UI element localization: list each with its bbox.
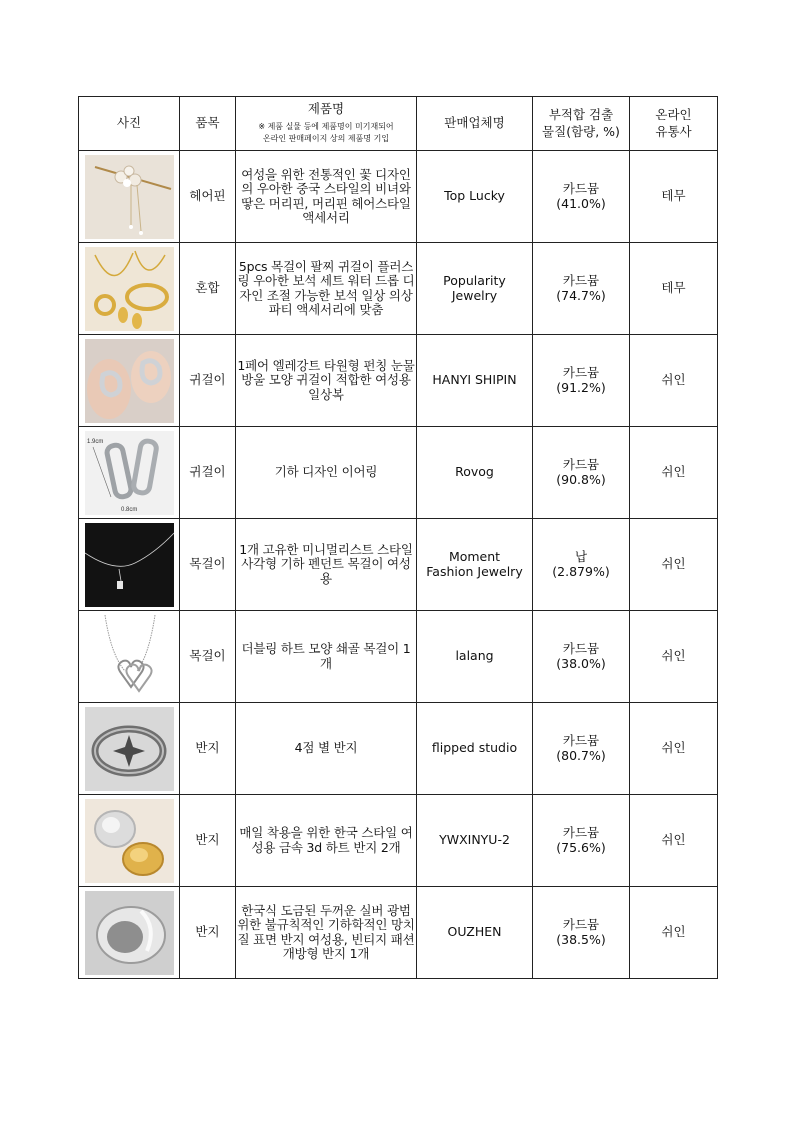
- seller-name-line-2: Fashion Jewelry: [426, 563, 523, 579]
- substance-name: 납: [574, 549, 588, 565]
- substance-amount: (41.0%): [556, 195, 606, 211]
- seller-cell: [417, 795, 533, 887]
- substance-name: 카드뮴: [562, 273, 600, 289]
- table-row: [79, 151, 718, 243]
- table-row: [79, 243, 718, 335]
- platform-cell: 쉬인: [630, 427, 718, 519]
- photo-cell: [79, 335, 180, 427]
- hazard-products-table: [78, 96, 718, 979]
- seller-name: Rovog: [455, 464, 494, 480]
- substance-cell: [533, 519, 630, 611]
- substance-cell: [533, 887, 630, 979]
- photo-cell: [79, 151, 180, 243]
- substance-name: 카드뮴: [562, 825, 600, 841]
- platform-cell: 테무: [630, 151, 718, 243]
- heart-necklace-photo: [85, 615, 174, 699]
- geometric-earring-photo: [85, 431, 174, 515]
- platform-cell: 쉬인: [630, 611, 718, 703]
- header-product-note-line-1: ※ 제품 실물 등에 제품명이 미기재되어: [258, 122, 394, 132]
- substance-name: 카드뮴: [562, 457, 600, 473]
- header-product-note-line-2: 온라인 판매페이지 상의 제품명 기입: [262, 134, 390, 144]
- table-header-row: [79, 97, 718, 151]
- substance-amount: (38.5%): [556, 931, 606, 947]
- table-row: [79, 427, 718, 519]
- product-name-cell: 1페어 엘레강트 타원형 펀칭 눈물방울 모양 귀걸이 적합한 여성용 일상복: [236, 335, 417, 427]
- table-row: [79, 887, 718, 979]
- seller-name: Top Lucky: [444, 188, 505, 204]
- platform-cell: 쉬인: [630, 519, 718, 611]
- substance-cell: [533, 335, 630, 427]
- substance-amount: (2.879%): [552, 563, 610, 579]
- table-row: [79, 611, 718, 703]
- product-name-cell: 더블링 하트 모양 쇄골 목걸이 1개: [236, 611, 417, 703]
- category-cell: 귀걸이: [180, 335, 236, 427]
- seller-name: lalang: [455, 648, 494, 664]
- substance-cell: [533, 243, 630, 335]
- seller-name: OUZHEN: [447, 924, 502, 940]
- seller-cell: [417, 151, 533, 243]
- seller-cell: [417, 427, 533, 519]
- photo-cell: [79, 611, 180, 703]
- header-product-name: [236, 97, 417, 151]
- photo-cell: [79, 703, 180, 795]
- substance-amount: (75.6%): [556, 839, 606, 855]
- category-cell: 반지: [180, 703, 236, 795]
- category-cell: 헤어핀: [180, 151, 236, 243]
- seller-name: YWXINYU-2: [439, 832, 510, 848]
- dimension-label-height: 1.9cm: [86, 438, 103, 445]
- seller-cell: [417, 703, 533, 795]
- substance-cell: [533, 703, 630, 795]
- seller-cell: [417, 611, 533, 703]
- product-name-cell: 기하 디자인 이어링: [236, 427, 417, 519]
- platform-cell: 쉬인: [630, 887, 718, 979]
- product-name-cell: 한국식 도금된 두꺼운 실버 광범위한 불규칙적인 기하학적인 망치질 표면 반지 여성용, 빈티지 패션 개방형 반지 1개: [236, 887, 417, 979]
- substance-name: 카드뮴: [562, 733, 600, 749]
- substance-amount: (38.0%): [556, 655, 606, 671]
- platform-cell: 테무: [630, 243, 718, 335]
- substance-cell: [533, 427, 630, 519]
- header-seller: 판매업체명: [417, 97, 533, 151]
- product-name-cell: 1개 고유한 미니멀리스트 스타일 사각형 기하 펜던트 목걸이 여성용: [236, 519, 417, 611]
- category-cell: 혼합: [180, 243, 236, 335]
- photo-cell: [79, 887, 180, 979]
- category-cell: 귀걸이: [180, 427, 236, 519]
- header-photo: 사진: [79, 97, 180, 151]
- header-substance-line-2: 물질(함량, %): [542, 123, 620, 139]
- seller-name: Moment: [448, 549, 501, 565]
- header-product-name-label: 제품명: [307, 101, 345, 117]
- substance-name: 카드뮴: [562, 365, 600, 381]
- substance-name: 카드뮴: [562, 917, 600, 933]
- product-name-cell: 매일 착용을 위한 한국 스타일 여성용 금속 3d 하트 반지 2개: [236, 795, 417, 887]
- header-platform: [630, 97, 718, 151]
- heart-rings-photo: [85, 799, 174, 883]
- photo-cell: [79, 795, 180, 887]
- product-name-cell: 4점 별 반지: [236, 703, 417, 795]
- header-product-note: [236, 121, 416, 146]
- substance-amount: (80.7%): [556, 747, 606, 763]
- substance-name: 카드뮴: [562, 181, 600, 197]
- photo-cell: [79, 243, 180, 335]
- platform-cell: 쉬인: [630, 703, 718, 795]
- seller-name: HANYI SHIPIN: [432, 372, 517, 388]
- seller-name: flipped studio: [431, 740, 518, 756]
- necklace-pendant-photo: [85, 523, 174, 607]
- header-category: 품목: [180, 97, 236, 151]
- category-cell: 반지: [180, 795, 236, 887]
- platform-cell: 쉬인: [630, 795, 718, 887]
- silver-ring-photo: [85, 891, 174, 975]
- seller-cell: [417, 887, 533, 979]
- seller-name: Popularity: [443, 273, 506, 289]
- substance-amount: (90.8%): [556, 471, 606, 487]
- earring-photo: [85, 339, 174, 423]
- table-row: [79, 335, 718, 427]
- substance-cell: [533, 611, 630, 703]
- header-substance: [533, 97, 630, 151]
- photo-cell: [79, 427, 180, 519]
- substance-cell: [533, 795, 630, 887]
- category-cell: 반지: [180, 887, 236, 979]
- table-row: [79, 519, 718, 611]
- product-name-cell: 여성을 위한 전통적인 꽃 디자인의 우아한 중국 스타일의 비녀와 땋은 머리핀, 머리핀 헤어스타일 액세서리: [236, 151, 417, 243]
- seller-cell: [417, 519, 533, 611]
- substance-name: 카드뮴: [562, 641, 600, 657]
- header-substance-line-1: 부적합 검출: [548, 106, 614, 122]
- hairpin-photo: [85, 155, 174, 239]
- header-platform-line-1: 온라인: [655, 106, 692, 122]
- category-cell: 목걸이: [180, 611, 236, 703]
- dimension-label-width: 0.8cm: [120, 506, 137, 513]
- substance-amount: (74.7%): [556, 287, 606, 303]
- star-ring-photo: [85, 707, 174, 791]
- seller-cell: [417, 335, 533, 427]
- seller-name-line-2: Jewelry: [451, 287, 498, 303]
- category-cell: 목걸이: [180, 519, 236, 611]
- photo-cell: [79, 519, 180, 611]
- header-platform-line-2: 유통사: [655, 123, 692, 139]
- seller-cell: [417, 243, 533, 335]
- table-row: [79, 795, 718, 887]
- product-name-cell: 5pcs 목걸이 팔찌 귀걸이 플러스 링 우아한 보석 세트 워터 드롭 디자인 조절 가능한 보석 일상 의상 파티 액세서리에 맞춤: [236, 243, 417, 335]
- table-row: [79, 703, 718, 795]
- platform-cell: 쉬인: [630, 335, 718, 427]
- jewelry-set-photo: [85, 247, 174, 331]
- substance-cell: [533, 151, 630, 243]
- substance-amount: (91.2%): [556, 379, 606, 395]
